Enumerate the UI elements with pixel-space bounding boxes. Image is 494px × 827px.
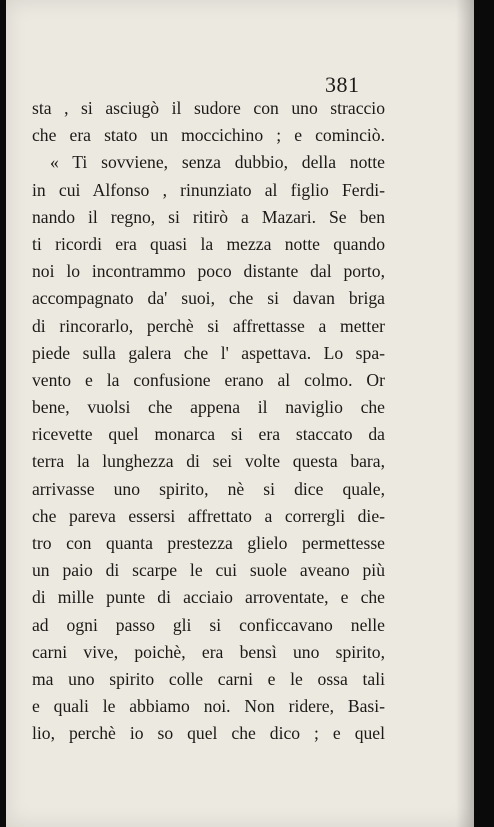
book-page bbox=[6, 0, 474, 827]
text-line: di rincorarlo, perchè si affrettasse a metter bbox=[32, 315, 385, 336]
text-line: ma uno spirito colle carni e le ossa tali bbox=[32, 668, 385, 689]
text-line: bene, vuolsi che appena il naviglio che bbox=[32, 397, 385, 418]
text-line: carni vive, poichè, era bensì uno spirito, bbox=[32, 641, 385, 662]
text-line: sta , si asciugò il sudore con uno straccio bbox=[32, 98, 385, 118]
text-line: e quali le abbiamo noi. Non ridere, Basi- bbox=[32, 696, 385, 717]
text-line: arrivasse uno spirito, nè si dice quale, bbox=[32, 478, 385, 499]
text-line: ti ricordi era quasi la mezza notte quando bbox=[32, 233, 385, 254]
text-line: nando il regno, si ritirò a Mazari. Se ben bbox=[32, 206, 385, 227]
text-line: un paio di scarpe le cui suole aveano più bbox=[32, 560, 385, 581]
page-number: 381 bbox=[325, 72, 360, 97]
text-line: vento e la confusione erano al colmo. Or bbox=[32, 369, 385, 390]
text-line: ad ogni passo gli si conficcavano nelle bbox=[32, 614, 385, 635]
text-line: che pareva essersi affrettato a corrergli die- bbox=[32, 505, 385, 526]
body-text bbox=[32, 95, 385, 748]
text-line: tro con quanta prestezza glielo permettesse bbox=[32, 533, 385, 553]
text-line: « Ti sovviene, senza dubbio, della notte bbox=[50, 152, 385, 173]
text-line: che era stato un moccichino ; e cominciò. bbox=[32, 125, 385, 146]
text-line: terra la lunghezza di sei volte questa bara, bbox=[32, 451, 385, 472]
text-line: ricevette quel monarca si era staccato da bbox=[32, 424, 385, 445]
text-line: in cui Alfonso , rinunziato al figlio Ferdi- bbox=[32, 179, 385, 200]
text-line: di mille punte di acciaio arroventate, e che bbox=[32, 587, 385, 608]
text-line: piede sulla galera che l' aspettava. Lo spa- bbox=[32, 342, 385, 363]
binding-shadow bbox=[456, 0, 474, 827]
text-line: noi lo incontrammo poco distante dal porto, bbox=[32, 261, 385, 282]
text-line: accompagnato da' suoi, che si davan briga bbox=[32, 288, 385, 309]
text-line: lio, perchè io so quel che dico ; e quel bbox=[32, 723, 385, 744]
